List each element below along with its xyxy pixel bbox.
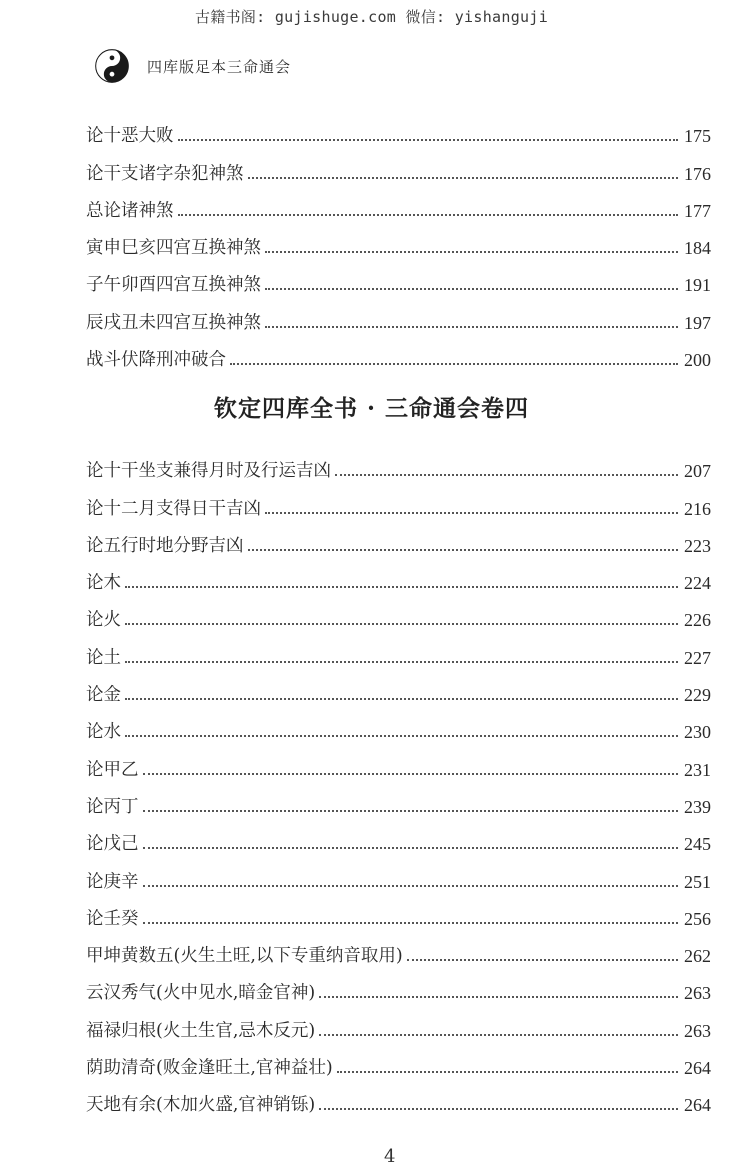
- toc-entry[interactable]: [86, 594, 711, 631]
- dot-leader: [337, 1071, 678, 1073]
- dot-leader: [178, 214, 679, 216]
- entry-page: 230: [684, 722, 711, 743]
- entry-page: 191: [684, 275, 711, 296]
- dot-leader: [125, 661, 678, 663]
- toc-entry[interactable]: [86, 147, 711, 184]
- dot-leader: [265, 251, 678, 253]
- entry-page: 176: [684, 163, 711, 184]
- toc-entry[interactable]: [86, 893, 711, 930]
- running-head: [95, 48, 291, 84]
- dot-leader: [143, 810, 679, 812]
- entry-title: 论戊己: [86, 834, 139, 855]
- toc-entry[interactable]: [86, 259, 711, 296]
- toc-entry[interactable]: [86, 1079, 711, 1116]
- entry-title: 论金: [86, 685, 121, 706]
- watermark-text: 古籍书阁: gujishuge.com 微信: yishanguji: [194, 8, 549, 26]
- toc-list-part2: [86, 445, 711, 1116]
- entry-title: 论丙丁: [86, 796, 139, 817]
- dot-leader: [143, 885, 679, 887]
- dot-leader: [335, 474, 678, 476]
- dot-leader: [125, 735, 678, 737]
- entry-title: 论庚辛: [86, 871, 139, 892]
- dot-leader: [143, 922, 679, 924]
- dot-leader: [319, 1034, 678, 1036]
- entry-title: 论十二月支得日干吉凶: [86, 498, 261, 519]
- entry-title: 甲坤黄数五(火生土旺,以下专重纳音取用): [86, 946, 403, 967]
- toc-entry[interactable]: [86, 967, 711, 1004]
- toc-entry[interactable]: [86, 482, 711, 519]
- dot-leader: [143, 847, 679, 849]
- entry-title: 荫助清奇(败金逢旺土,官神益壮): [86, 1058, 333, 1079]
- entry-title: 论水: [86, 722, 121, 743]
- dot-leader: [319, 1108, 678, 1110]
- entry-page: 256: [684, 908, 711, 929]
- entry-page: 223: [684, 535, 711, 556]
- toc-list-part1: [86, 110, 711, 371]
- entry-title: 寅申巳亥四宫互换神煞: [86, 238, 261, 259]
- dot-leader: [125, 623, 678, 625]
- dot-leader: [143, 773, 679, 775]
- entry-title: 总论诸神煞: [86, 200, 174, 221]
- entry-page: 184: [684, 238, 711, 259]
- dot-leader: [248, 177, 679, 179]
- entry-page: 231: [684, 759, 711, 780]
- entry-page: 264: [684, 1095, 711, 1116]
- toc-entry[interactable]: [86, 669, 711, 706]
- toc-entry[interactable]: [86, 1004, 711, 1041]
- toc-entry[interactable]: [86, 930, 711, 967]
- dot-leader: [125, 698, 678, 700]
- entry-title: 天地有余(木加火盛,官神销铄): [86, 1095, 316, 1116]
- toc-entry[interactable]: [86, 706, 711, 743]
- entry-title: 论十恶大败: [86, 126, 174, 147]
- entry-title: 论土: [86, 647, 121, 668]
- entry-title: 福禄归根(火土生官,忌木反元): [86, 1020, 316, 1041]
- dot-leader: [178, 139, 679, 141]
- entry-page: 251: [684, 871, 711, 892]
- section-heading: 钦定四库全书 · 三命通会卷四: [213, 395, 530, 422]
- entry-title: 战斗伏降刑冲破合: [86, 350, 226, 371]
- dot-leader: [125, 586, 678, 588]
- entry-title: 论火: [86, 610, 121, 631]
- dot-leader: [407, 959, 678, 961]
- entry-page: 175: [684, 126, 711, 147]
- entry-title: 论壬癸: [86, 908, 139, 929]
- toc-entry[interactable]: [86, 818, 711, 855]
- toc-entry[interactable]: [86, 334, 711, 371]
- entry-page: 216: [684, 498, 711, 519]
- entry-page: 207: [684, 461, 711, 482]
- entry-page: 177: [684, 200, 711, 221]
- entry-page: 262: [684, 946, 711, 967]
- toc-entry[interactable]: [86, 445, 711, 482]
- page-number: 4: [384, 1146, 396, 1167]
- entry-title: 论木: [86, 573, 121, 594]
- toc-entry[interactable]: [86, 222, 711, 259]
- dot-leader: [265, 288, 678, 290]
- entry-page: 263: [684, 1020, 711, 1041]
- dot-leader: [248, 549, 679, 551]
- entry-page: 264: [684, 1058, 711, 1079]
- dot-leader: [265, 512, 678, 514]
- book-title: 四库版足本三命通会: [147, 57, 292, 76]
- entry-title: 辰戌丑未四宫互换神煞: [86, 312, 261, 333]
- toc-entry[interactable]: [86, 110, 711, 147]
- toc-entry[interactable]: [86, 855, 711, 892]
- toc-entry[interactable]: [86, 296, 711, 333]
- entry-page: 200: [684, 350, 711, 371]
- entry-title: 子午卯酉四宫互换神煞: [86, 275, 261, 296]
- entry-title: 论甲乙: [86, 759, 139, 780]
- entry-page: 263: [684, 983, 711, 1004]
- toc-entry[interactable]: [86, 743, 711, 780]
- toc-entry[interactable]: [86, 557, 711, 594]
- toc-entry[interactable]: [86, 631, 711, 668]
- toc-entry[interactable]: [86, 520, 711, 557]
- dot-leader: [319, 996, 678, 998]
- entry-page: 245: [684, 834, 711, 855]
- entry-title: 云汉秀气(火中见水,暗金官神): [86, 983, 316, 1004]
- dot-leader: [230, 363, 678, 365]
- entry-title: 论五行时地分野吉凶: [86, 535, 244, 556]
- entry-page: 227: [684, 647, 711, 668]
- entry-title: 论十干坐支兼得月时及行运吉凶: [86, 461, 331, 482]
- toc-entry[interactable]: [86, 781, 711, 818]
- entry-page: 224: [684, 573, 711, 594]
- entry-page: 229: [684, 685, 711, 706]
- entry-title: 论干支诸字杂犯神煞: [86, 163, 244, 184]
- taiji-icon: [95, 49, 129, 83]
- toc-entry[interactable]: [86, 1042, 711, 1079]
- entry-page: 239: [684, 796, 711, 817]
- entry-page: 197: [684, 312, 711, 333]
- entry-page: 226: [684, 610, 711, 631]
- dot-leader: [265, 326, 678, 328]
- toc-entry[interactable]: [86, 185, 711, 222]
